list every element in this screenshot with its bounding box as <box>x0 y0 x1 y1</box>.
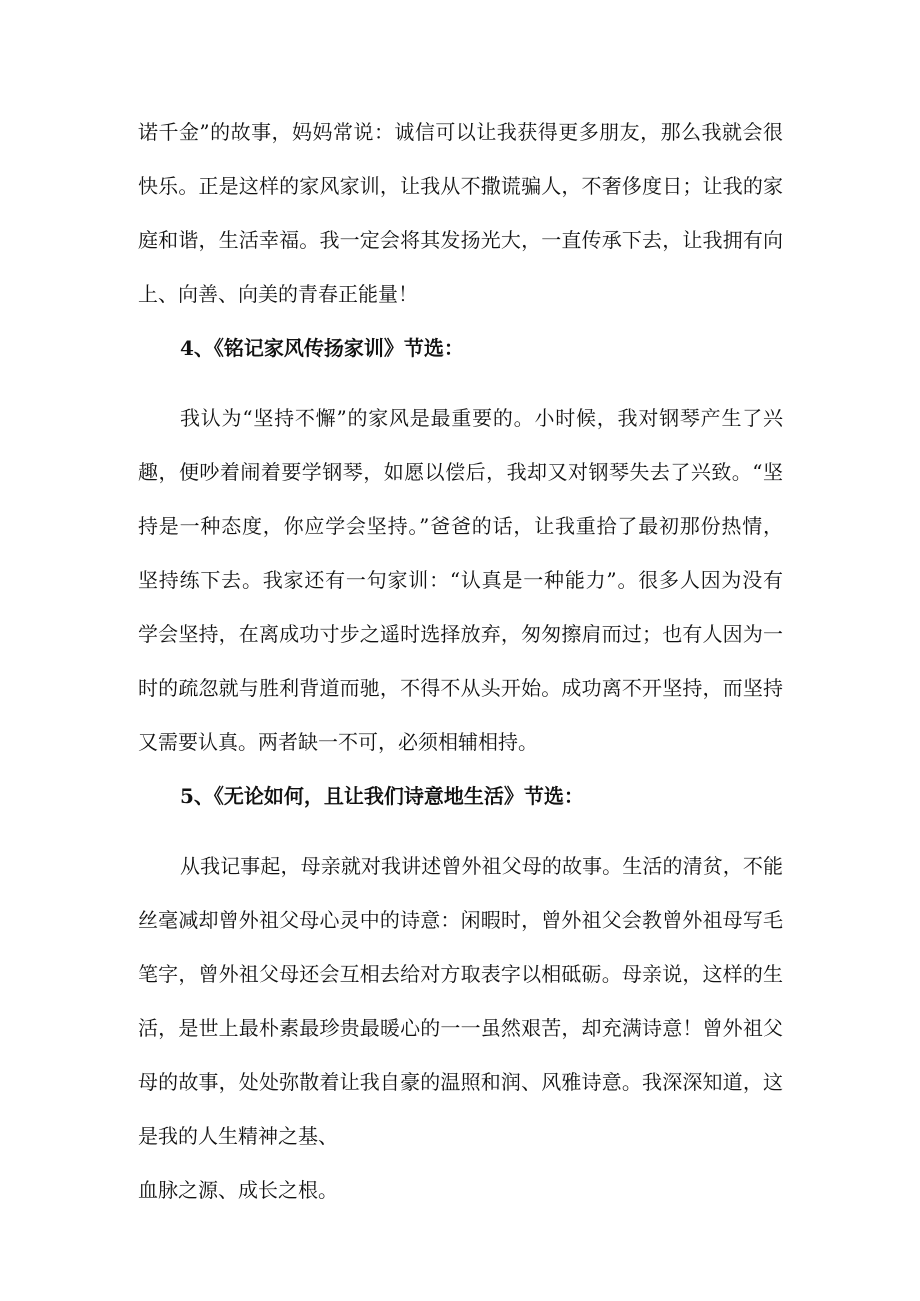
paragraph-line: 笔字，曾外祖父母还会互相去给对方取表字以相砥砺。母亲说，这样的生 <box>138 962 783 986</box>
paragraph-line: 趣，便吵着闹着要学钢琴，如愿以偿后，我却又对钢琴失去了兴致。“坚 <box>138 460 783 484</box>
paragraph-line: 时的疏忽就与胜利背道而驰，不得不从头开始。成功离不开坚持，而坚持 <box>138 676 783 700</box>
paragraph-line: 学会坚持，在离成功寸步之遥时选择放弃，匆匆擦肩而过；也有人因为一 <box>138 622 783 646</box>
paragraph-line: 母的故事，处处弥散着让我自豪的温照和润、风雅诗意。我深深知道，这 <box>138 1070 783 1094</box>
paragraph-line: 血脉之源、成长之根。 <box>138 1178 338 1202</box>
paragraph-line: 持是一种态度，你应学会坚持。”爸爸的话，让我重拾了最初那份热情， <box>138 514 783 538</box>
section-4-heading: 4、《铭记家风传扬家训》节选： <box>180 336 464 360</box>
paragraph-line: 庭和谐，生活幸福。我一定会将其发扬光大，一直传承下去，让我拥有向 <box>138 228 783 252</box>
paragraph-line: 活，是世上最朴素最珍贵最暖心的一一虽然艰苦，却充满诗意！曾外祖父 <box>138 1016 783 1040</box>
paragraph-line: 诺千金”的故事，妈妈常说：诚信可以让我获得更多朋友，那么我就会很 <box>138 120 783 144</box>
paragraph-line: 我认为“坚持不懈”的家风是最重要的。小时候，我对钢琴产生了兴 <box>180 406 783 430</box>
paragraph-line: 坚持练下去。我家还有一句家训：“认真是一种能力”。很多人因为没有 <box>138 568 783 592</box>
section-5-heading: 5、《无论如何，且让我们诗意地生活》节选： <box>180 784 584 808</box>
paragraph-line: 上、向善、向美的青春正能量！ <box>138 282 418 306</box>
paragraph-line: 快乐。正是这样的家风家训，让我从不撒谎骗人，不奢侈度日；让我的家 <box>138 174 783 198</box>
paragraph-line: 从我记事起，母亲就对我讲述曾外祖父母的故事。生活的清贫，不能 <box>180 854 783 878</box>
paragraph-line: 丝毫减却曾外祖父母心灵中的诗意：闲暇时，曾外祖父会教曾外祖母写毛 <box>138 908 783 932</box>
paragraph-line: 是我的人生精神之基、 <box>138 1124 338 1148</box>
paragraph-line: 又需要认真。两者缺一不可，必须相辅相持。 <box>138 730 538 754</box>
